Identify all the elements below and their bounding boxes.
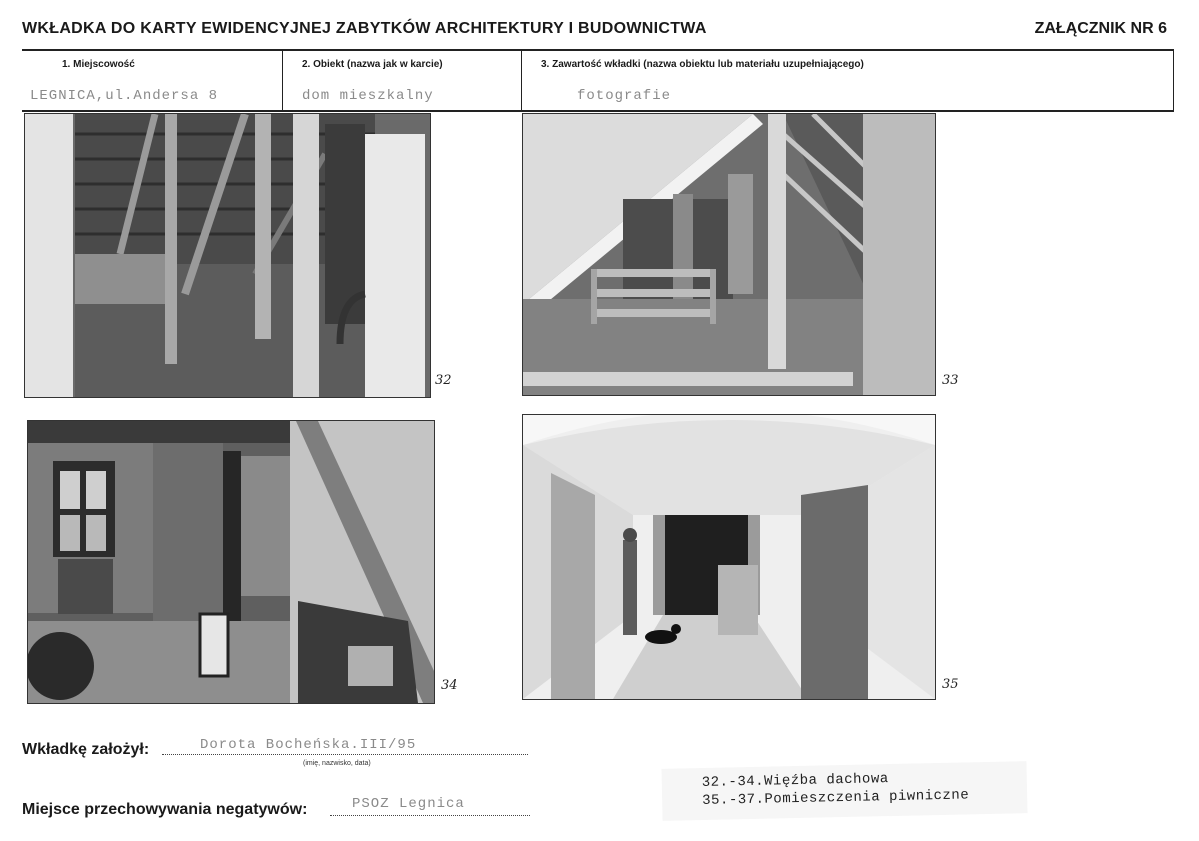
photo-number: 33 — [942, 373, 959, 388]
page-title: WKŁADKA DO KARTY EWIDENCYJNEJ ZABYTKÓW ARCHITEKTURY I BUDOWNICTWA — [22, 20, 707, 37]
photo-cellar-corridor — [522, 414, 936, 700]
field-label-object: 2. Obiekt (nazwa jak w karcie) — [302, 59, 443, 70]
field-value-contents: fotografie — [577, 88, 672, 104]
photo-number: 34 — [441, 678, 458, 693]
field-value-object: dom mieszkalny — [302, 88, 434, 104]
negatives-value: PSOZ Legnica — [352, 796, 465, 812]
negatives-line — [330, 815, 530, 816]
caption-line: 32.-34.Więźba dachowa — [701, 771, 889, 791]
created-by-value: Dorota Bocheńska.III/95 — [200, 737, 417, 753]
field-divider — [282, 51, 283, 110]
photo-number: 35 — [942, 677, 959, 692]
header-rule — [22, 49, 1174, 51]
created-by-hint: (imię, nazwisko, data) — [303, 760, 371, 767]
caption-line: 35.-37.Pomieszczenia piwniczne — [702, 787, 970, 809]
created-by-line — [162, 754, 528, 755]
photo-attic-left — [24, 113, 431, 398]
fields-rule — [22, 110, 1174, 112]
photo-number: 32 — [435, 373, 452, 388]
photo-attic-right — [522, 113, 936, 396]
annex-number: ZAŁĄCZNIK NR 6 — [1034, 20, 1167, 37]
field-label-locality: 1. Miejscowość — [62, 59, 135, 70]
field-label-contents: 3. Zawartość wkładki (nazwa obiektu lub materiału uzupełniającego) — [541, 59, 864, 70]
photo-interior-window — [27, 420, 435, 704]
negatives-label: Miejsce przechowywania negatywów: — [22, 801, 308, 818]
field-divider — [521, 51, 522, 110]
field-divider — [1173, 51, 1174, 110]
field-value-locality: LEGNICA,ul.Andersa 8 — [30, 88, 219, 104]
caption-label — [661, 761, 1027, 821]
created-by-label: Wkładkę założył: — [22, 741, 150, 758]
